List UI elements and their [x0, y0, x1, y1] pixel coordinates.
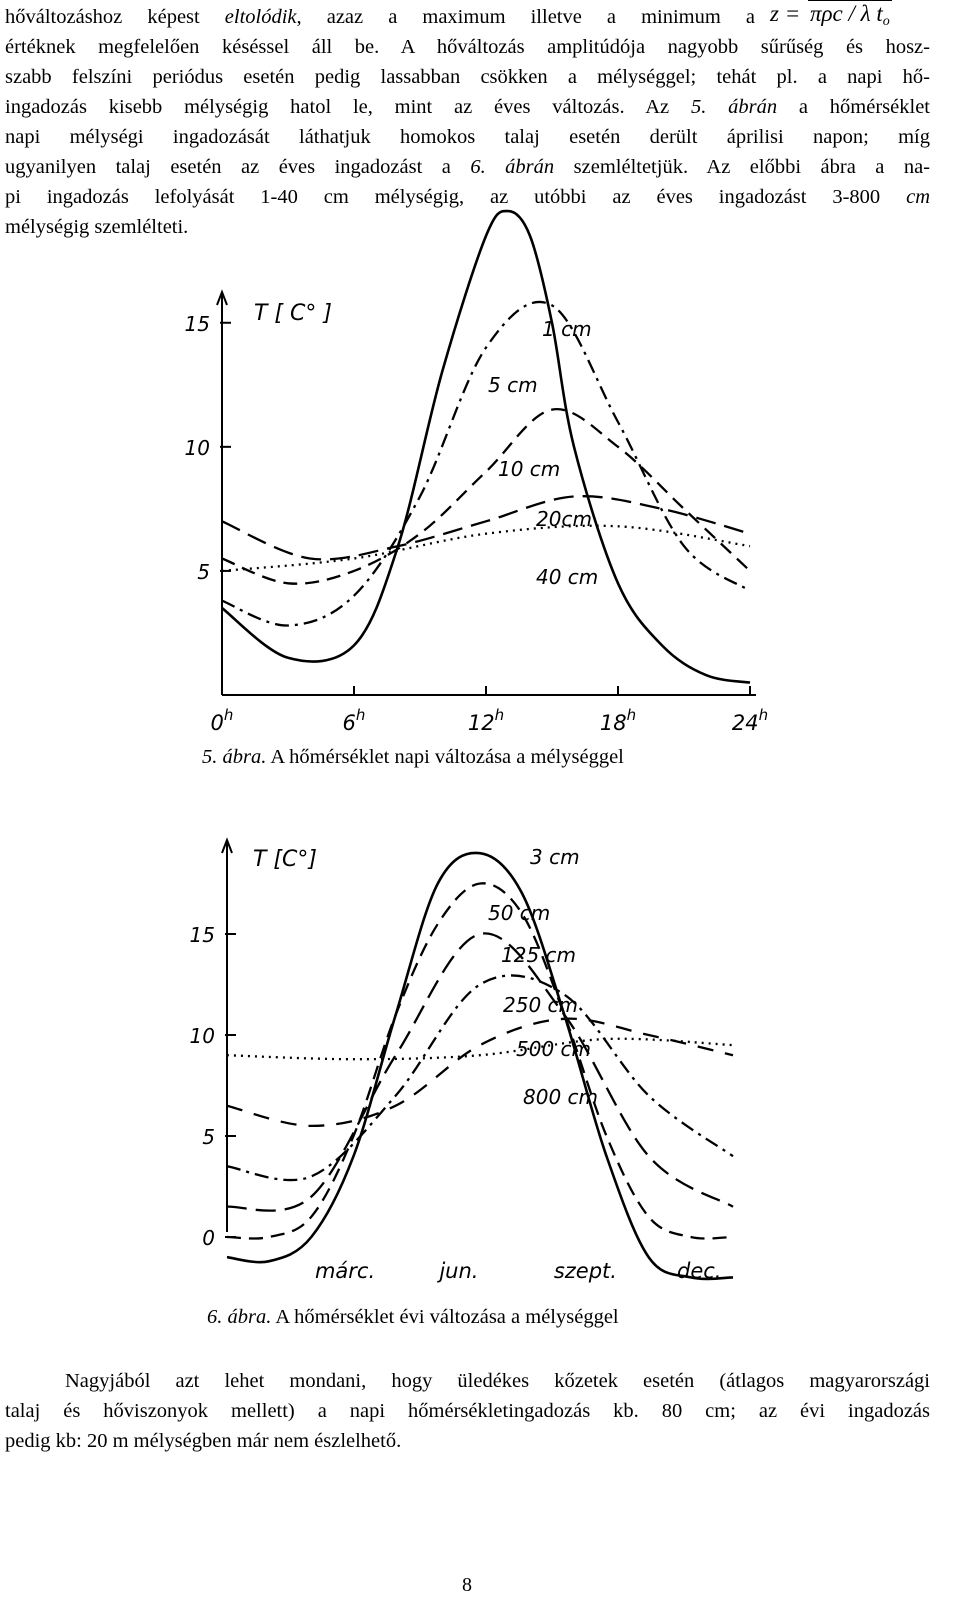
series-label: 3 cm	[530, 845, 580, 869]
y-tick-label: 10	[189, 1024, 215, 1048]
y-tick-label: 15	[184, 311, 210, 336]
formula-radical	[808, 0, 892, 30]
y-axis-label: T [C°]	[253, 847, 317, 872]
series-label: 800 cm	[523, 1085, 599, 1109]
series-label: 50 cm	[488, 901, 551, 925]
text-line	[5, 152, 930, 182]
series-label: 500 cm	[516, 1037, 592, 1061]
page-number: 8	[462, 1574, 472, 1596]
series-line	[227, 853, 733, 1279]
series-line	[227, 883, 733, 1238]
x-tick-label: dec.	[677, 1259, 722, 1283]
text-run: szabb felszíni periódus esetén pedig lassabban csökken a mélységgel; tehát pl. a napi hő-	[5, 66, 930, 88]
figure-5-caption-text: A hőmérséklet napi változása a mélységgel	[266, 746, 624, 768]
paragraph-intro	[5, 2, 930, 242]
text-line	[5, 182, 930, 212]
series-line	[227, 1039, 733, 1059]
x-tick-superscript: h	[626, 706, 637, 724]
figure-6-number: 6. ábra.	[207, 1306, 272, 1328]
figure-5-plot	[178, 290, 769, 745]
text-run: pi ingadozás lefolyását 1-40 cm mélységig, az utóbbi az éves ingadozást 3-800	[5, 186, 907, 208]
series-line	[222, 526, 750, 571]
y-tick-label: 10	[184, 435, 210, 460]
text-run: talaj és hőviszonyok mellett) a napi hőmérsékletingadozás kb. 80 cm; az évi ingadozás	[5, 1400, 930, 1422]
x-tick-label: 24$^h$	[731, 706, 769, 735]
text-run: Nagyjából azt lehet mondani, hogy üledékes kőzetek esetén (átlagos magyarországi	[65, 1370, 930, 1392]
series-label: 250 cm	[503, 993, 579, 1017]
x-tick-label: szept.	[553, 1259, 617, 1283]
text-run: értéknek megfelelően késéssel áll be. A hőváltozás amplitúdója nagyobb sűrűség és hosz-	[5, 36, 930, 58]
italic-text: cm	[906, 186, 930, 208]
text-run: napi mélységi ingadozását láthatjuk homokos talaj esetén derült áprilisi napon; míg	[5, 126, 930, 148]
series-line	[222, 302, 750, 626]
x-tick-label: 12$^h$	[467, 706, 505, 735]
x-tick-superscript: h	[758, 706, 769, 724]
text-line	[5, 1426, 930, 1456]
x-tick-label: márc.	[314, 1259, 376, 1283]
text-line	[5, 1396, 930, 1426]
x-tick-superscript: h	[494, 706, 505, 724]
x-tick-label: jun.	[439, 1259, 479, 1283]
series-label: 10 cm	[498, 457, 561, 481]
series-line	[222, 409, 750, 584]
y-axis-label: T [ C° ]	[254, 301, 332, 326]
figure-5-number: 5. ábra.	[202, 746, 267, 768]
text-line	[5, 122, 930, 152]
series-label: 40 cm	[536, 565, 599, 589]
text-run: ugyanilyen talaj esetén az éves ingadozást a	[5, 156, 471, 178]
x-tick-label: 0$^h$	[210, 706, 234, 735]
figure-6-plot	[183, 832, 753, 1302]
text-run: pedig kb: 20 m mélységben már nem észlelhető.	[5, 1430, 402, 1452]
figure-5-caption	[202, 746, 624, 769]
text-run: hőváltozáshoz képest	[5, 6, 225, 28]
formula-lhs: z =	[770, 1, 801, 26]
formula-radicand: πρc / λ t	[809, 1, 883, 26]
y-tick-label: 15	[189, 923, 215, 947]
italic-text: eltolódik	[224, 6, 297, 28]
series-line	[227, 975, 733, 1180]
figure-6-caption	[207, 1306, 619, 1329]
series-label: 5 cm	[488, 373, 538, 397]
paragraph-conclusion	[5, 1366, 930, 1456]
x-tick-label: 18$^h$	[599, 706, 637, 735]
series-line	[227, 1019, 733, 1126]
depth-formula	[770, 0, 892, 30]
text-run: , azaz a maximum illetve a minimum a	[296, 6, 755, 28]
series-label: 20cm	[536, 507, 592, 531]
formula-subscript: o	[882, 14, 890, 29]
text-line	[5, 92, 930, 122]
series-line	[222, 211, 750, 683]
y-tick-label: 5	[202, 1125, 215, 1149]
y-tick-label: 0	[202, 1226, 215, 1250]
x-tick-superscript: h	[355, 706, 366, 724]
figure-6-caption-text: A hőmérséklet évi változása a mélységgel	[271, 1306, 619, 1328]
text-line	[5, 62, 930, 92]
text-line	[5, 1366, 930, 1396]
series-label: 125 cm	[501, 943, 577, 967]
text-run: mélységig szemlélteti.	[5, 216, 189, 238]
text-run: a hőmérséklet	[777, 96, 930, 118]
italic-text: 6. ábrán	[470, 156, 555, 178]
series-line	[227, 933, 733, 1210]
text-line	[5, 2, 755, 32]
text-run: ingadozás kisebb mélységig hatol le, mint az éves változás. Az	[5, 96, 691, 118]
x-tick-label: 6$^h$	[342, 706, 366, 735]
x-tick-superscript: h	[223, 706, 234, 724]
text-line	[5, 32, 930, 62]
text-run: szemléltetjük. Az előbbi ábra a na-	[554, 156, 931, 178]
text-line	[5, 212, 930, 242]
y-tick-label: 5	[197, 559, 210, 584]
italic-text: 5. ábrán	[690, 96, 778, 118]
series-label: 1 cm	[542, 317, 592, 341]
